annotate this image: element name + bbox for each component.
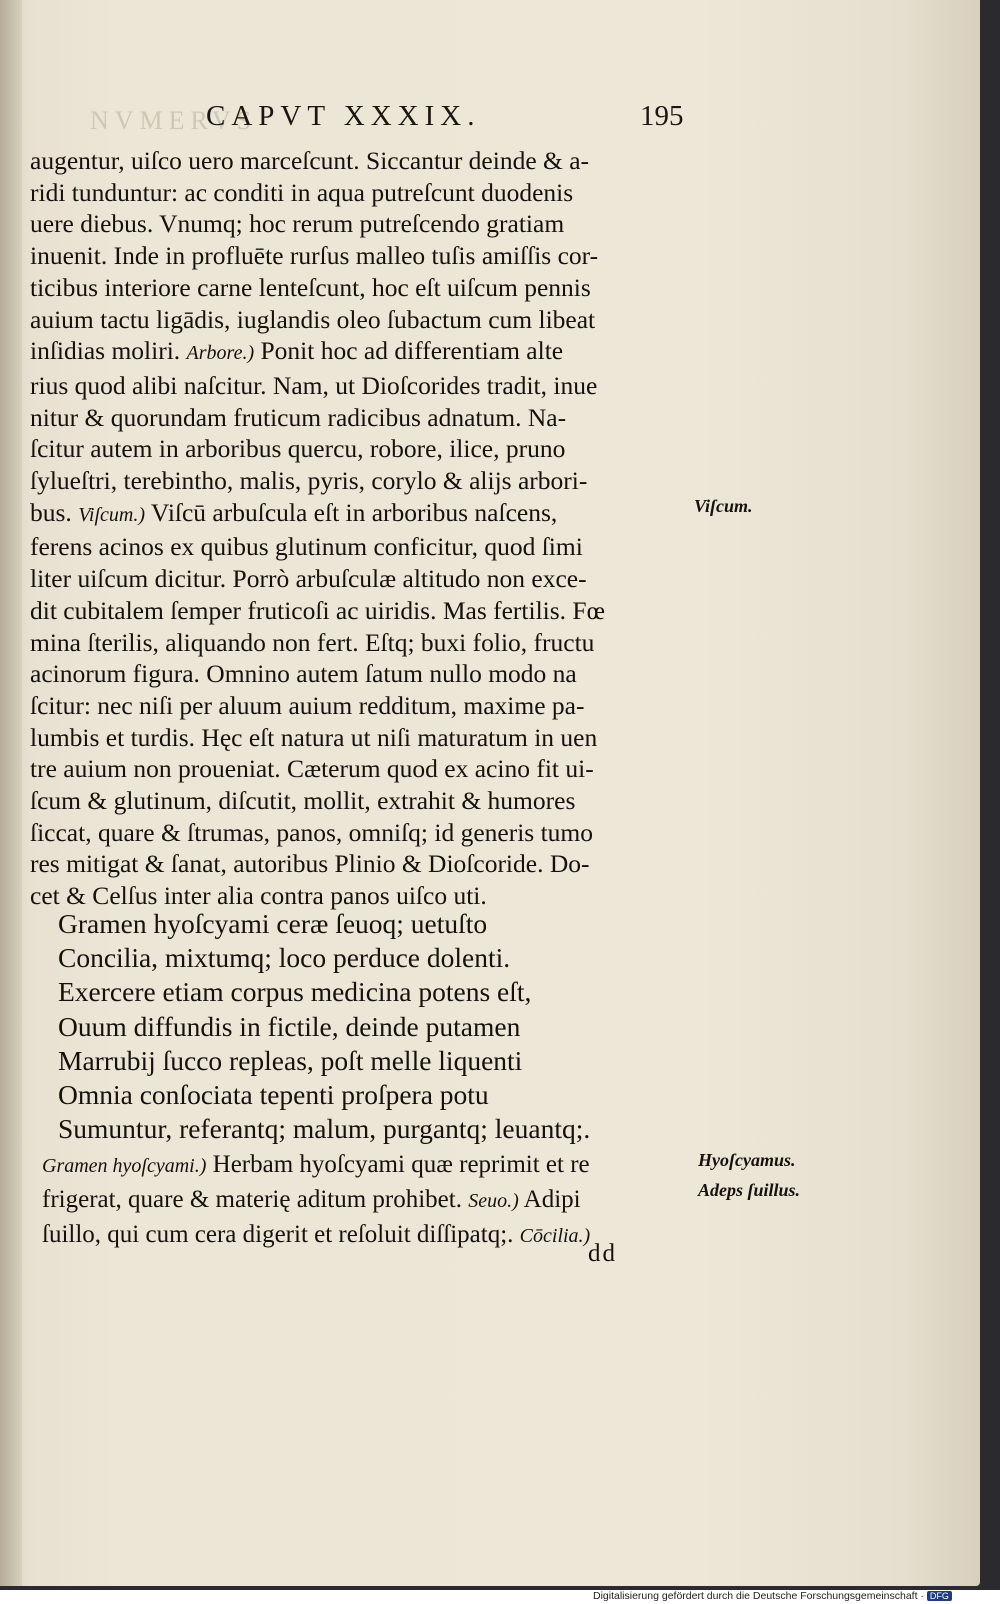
verse-line: Gramen hyoſcyami ceræ ſeuoq; uetuſto bbox=[58, 908, 488, 939]
text-line: auium tactu ligādis, iuglandis oleo ſubactum cum libeat bbox=[30, 304, 596, 334]
text-line: frigerat, quare & materię aditum prohibet. Seuo.) Adipi bbox=[42, 1186, 581, 1213]
verse-line: Omnia conſociata tepenti proſpera potu bbox=[58, 1079, 489, 1111]
text-line: res mitigat & ſanat, autoribus Plinio & Dioſcoride. Do- bbox=[30, 849, 590, 879]
text-line: ſcitur autem in arboribus quercu, robore, ilice, pruno bbox=[30, 434, 566, 464]
page-number: 195 bbox=[640, 100, 684, 132]
chapter-title: CAPVT XXXIX. bbox=[206, 100, 481, 132]
lemma: Cōcilia.) bbox=[519, 1225, 591, 1247]
lemma: Gramen hyoſcyami.) bbox=[42, 1155, 207, 1177]
text-line: ſcum & glutinum, diſcutit, mollit, extrahit & humores bbox=[30, 786, 576, 816]
text-line: ſuillo, qui cum cera digerit et reſoluit diſſipatq;. Cōcilia.) bbox=[42, 1221, 591, 1248]
text-line: Gramen hyoſcyami.) Herbam hyoſcyami quæ reprimit et re bbox=[42, 1151, 590, 1178]
text-line: inſidias moliri. Arbore.) Ponit hoc ad differentiam alte bbox=[30, 336, 564, 366]
text-line: dit cubitalem ſemper fruticoſi ac uiridis. Mas fertilis. Fœ bbox=[30, 595, 606, 625]
text-line: ticibus interiore carne lenteſcunt, hoc eſt uiſcum pennis bbox=[30, 272, 591, 302]
marginal-note-viscum: Viſcum. bbox=[694, 496, 753, 516]
verse-block bbox=[58, 907, 718, 1146]
text-line: rius quod alibi naſcitur. Nam, ut Dioſcorides tradit, inue bbox=[30, 370, 598, 400]
marginal-note-adeps: Adeps ſuillus. bbox=[698, 1180, 801, 1200]
lemma: Viſcum.) bbox=[78, 503, 146, 526]
lemma: Seuo.) bbox=[468, 1190, 519, 1212]
text-line: uere diebus. Vnumq; hoc rerum putreſcendo gratiam bbox=[30, 209, 565, 239]
lemma: Arbore.) bbox=[186, 342, 255, 365]
text-line: lumbis et turdis. Hęc eſt natura ut niſi maturatum in uen bbox=[30, 722, 598, 752]
commentary-block-2 bbox=[42, 1148, 702, 1253]
verse-line: Marrubij ſucco repleas, poſt melle liquenti bbox=[58, 1044, 523, 1076]
verse-line: Ouum diffundis in fictile, deinde putamen bbox=[58, 1010, 521, 1042]
verse-line: Concilia, mixtumq; loco perduce dolenti. bbox=[58, 942, 511, 974]
text-line: mina ſterilis, aliquando non fert. Eſtq; buxi folio, fructu bbox=[30, 627, 595, 657]
text-line: ſiccat, quare & ſtrumas, panos, omniſq; id generis tumo bbox=[30, 817, 594, 847]
text-line: cet & Celſus inter alia contra panos uiſco uti. bbox=[30, 881, 487, 911]
show-through-text: NVMERVS bbox=[90, 106, 258, 135]
text-line: acinorum figura. Omnino autem ſatum nullo modo na bbox=[30, 659, 577, 689]
running-header bbox=[200, 100, 700, 140]
text-line: nitur & quorundam fruticum radicibus adnatum. Na- bbox=[30, 402, 567, 432]
text-line: tre auium non proueniat. Cæterum quod ex acino fit ui- bbox=[30, 754, 594, 784]
signature-mark: dd bbox=[588, 1240, 617, 1267]
text-line: inuenit. Inde in profluēte rurſus malleo tuſis amiſſis cor- bbox=[30, 241, 599, 271]
marginal-note-hyoscyamus: Hyoſcyamus. bbox=[698, 1150, 796, 1170]
footer-text: Digitalisierung gefördert durch die Deutsche Forschungsgemeinschaft · bbox=[593, 1590, 924, 1602]
text-line: augentur, uiſco uero marceſcunt. Siccantur deinde & a- bbox=[30, 146, 590, 175]
text-line: ferens acinos ex quibus glutinum conficitur, quod ſimi bbox=[30, 532, 583, 562]
digitization-footer bbox=[593, 1590, 1000, 1604]
dfg-logo: DFG bbox=[927, 1591, 952, 1601]
text-line: bus. Viſcum.) Viſcū arbuſcula eſt in arboribus naſcens, bbox=[30, 497, 558, 527]
commentary-block-1 bbox=[30, 145, 690, 912]
verse-line: Exercere etiam corpus medicina potens eſt, bbox=[58, 976, 532, 1008]
text-line: ſcitur: nec niſi per aluum auium redditum, maxime pa- bbox=[30, 690, 585, 720]
text-line: ridi tunduntur: ac conditi in aqua putreſcunt duodenis bbox=[30, 177, 574, 207]
page-gutter bbox=[0, 0, 22, 1586]
verse-line: Sumuntur, referantq; malum, purgantq; leuantq;. bbox=[58, 1113, 591, 1145]
text-line: liter uiſcum dicitur. Porrò arbuſculæ altitudo non exce- bbox=[30, 564, 587, 594]
text-line: ſylueſtri, terebintho, malis, pyris, corylo & alijs arbori- bbox=[30, 466, 588, 496]
